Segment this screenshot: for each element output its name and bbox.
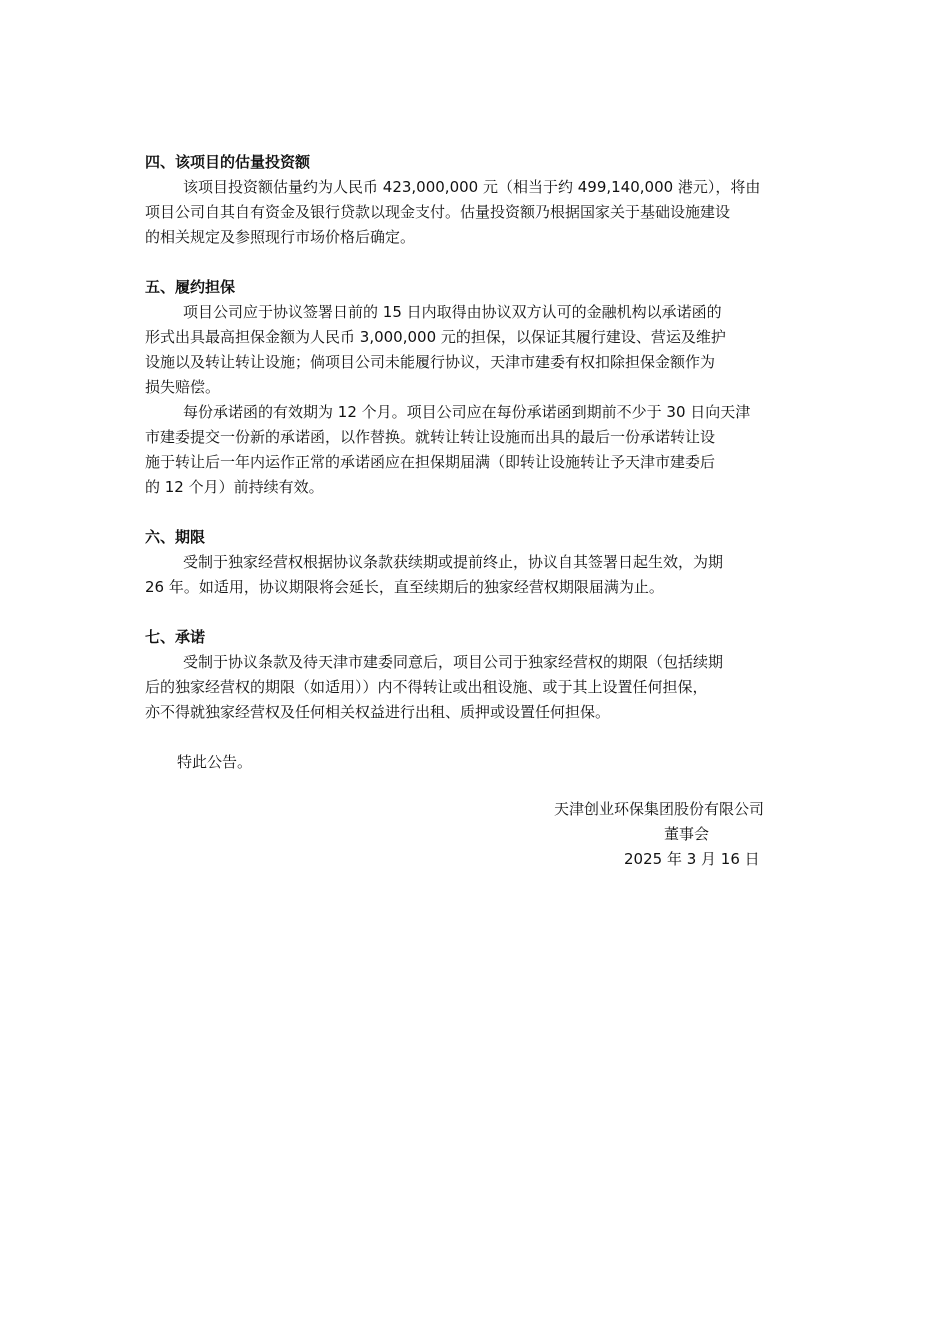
signature-company: 天津创业环保集团股份有限公司 (554, 800, 765, 818)
section-guarantee (145, 275, 805, 500)
paragraph-line: 施于转让后一年内运作正常的承诺函应在担保期届满（即转让设施转让予天津市建委后 (145, 453, 716, 471)
paragraph-line: 项目公司应于协议签署日前的 15 日内取得由协议双方认可的金融机构以承诺函的 (183, 303, 722, 321)
paragraph-line: 受制于独家经营权根据协议条款获续期或提前终止，协议自其签署日起生效，为期 (183, 553, 724, 571)
paragraph-line: 的相关规定及参照现行市场价格后确定。 (145, 228, 416, 246)
paragraph (145, 175, 805, 250)
paragraph (145, 400, 805, 500)
signature-block (540, 797, 805, 872)
signature-board: 董事会 (664, 825, 710, 843)
paragraph-line: 形式出具最高担保金额为人民币 3,000,000 元的担保，以保证其履行建设、营运及维护 (145, 328, 726, 346)
paragraph-line: 市建委提交一份新的承诺函，以作替换。就转让转让设施而出具的最后一份承诺转让设 (145, 428, 716, 446)
section-investment (145, 150, 805, 250)
paragraph-line: 该项目投资额估量约为人民币 423,000,000 元（相当于约 499,140,000 港元），将由 (183, 178, 761, 196)
paragraph-line: 每份承诺函的有效期为 12 个月。项目公司应在每份承诺函到期前不少于 30 日向天津 (183, 403, 751, 421)
section-term (145, 525, 805, 600)
closing-statement: 特此公告。 (177, 753, 253, 771)
document-body (145, 150, 805, 798)
paragraph-line: 损失赔偿。 (145, 378, 221, 396)
section-heading: 七、承诺 (145, 628, 206, 646)
paragraph-line: 的 12 个月）前持续有效。 (145, 478, 324, 496)
section-undertaking (145, 625, 805, 725)
paragraph-line: 亦不得就独家经营权及任何相关权益进行出租、质押或设置任何担保。 (145, 703, 611, 721)
section-heading: 六、期限 (145, 528, 206, 546)
section-heading: 四、该项目的估量投资额 (145, 153, 311, 171)
signature-date: 2025 年 3 月 16 日 (624, 850, 760, 868)
paragraph (145, 300, 805, 400)
paragraph-line: 设施以及转让转让设施；倘项目公司未能履行协议，天津市建委有权扣除担保金额作为 (145, 353, 716, 371)
paragraph-line: 项目公司自其自有资金及银行贷款以现金支付。估量投资额乃根据国家关于基础设施建设 (145, 203, 731, 221)
section-heading: 五、履约担保 (145, 278, 236, 296)
paragraph (145, 650, 805, 725)
paragraph (145, 550, 805, 600)
paragraph-line: 26 年。如适用，协议期限将会延长，直至续期后的独家经营权期限届满为止。 (145, 578, 664, 596)
paragraph-line: 受制于协议条款及待天津市建委同意后，项目公司于独家经营权的期限（包括续期 (183, 653, 724, 671)
paragraph-line: 后的独家经营权的期限（如适用））内不得转让或出租设施、或于其上设置任何担保， (145, 678, 708, 696)
